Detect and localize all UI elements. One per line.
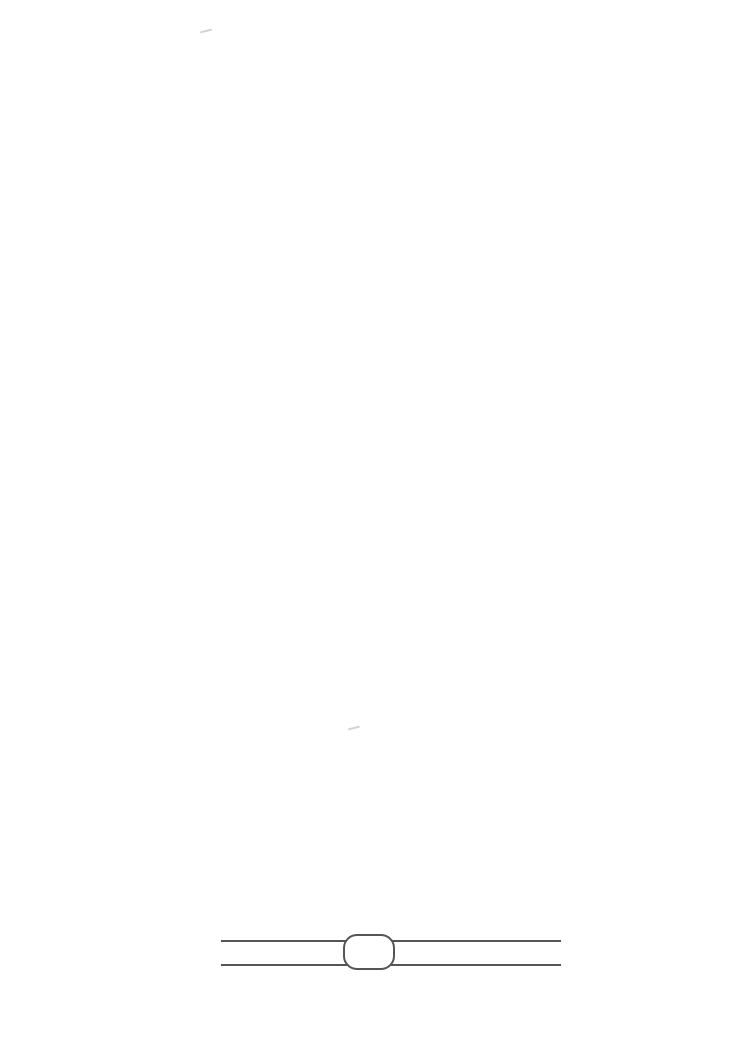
essay-line <box>110 507 662 527</box>
monologue-line <box>88 187 662 207</box>
answer-row <box>88 306 662 326</box>
page-number <box>343 934 395 970</box>
essay-line <box>110 468 662 488</box>
essay-line <box>88 527 662 547</box>
watermark-stamp <box>200 29 212 34</box>
page-footer <box>175 930 575 972</box>
monologue-line <box>88 226 662 246</box>
monologue-line <box>88 168 662 188</box>
monologue-line <box>110 148 662 168</box>
watermark-stamp <box>348 726 360 731</box>
monologue-line <box>88 207 662 227</box>
essay-line <box>88 546 662 566</box>
listening-answer-list <box>88 306 662 326</box>
